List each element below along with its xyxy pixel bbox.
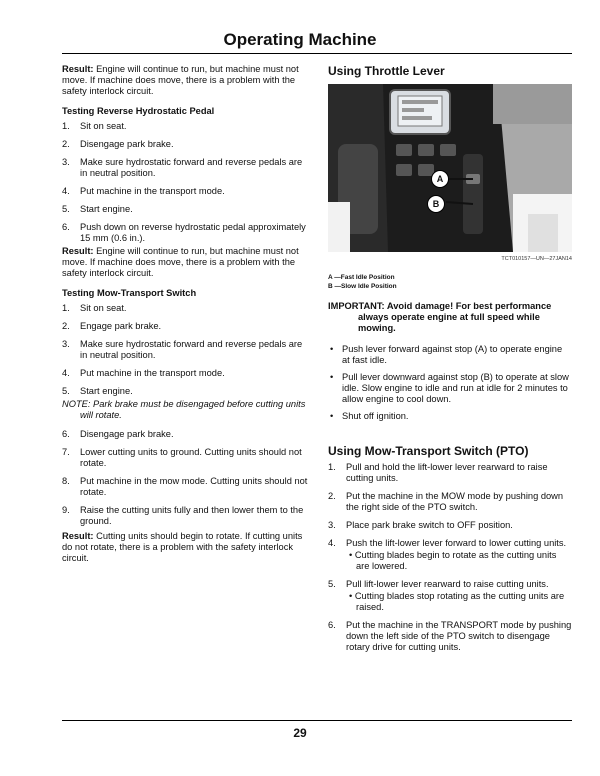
right-column	[328, 64, 572, 660]
pto-heading: Using Mow-Transport Switch (PTO)	[328, 444, 529, 458]
intro-result: Result: Engine will continue to run, but machine must not move. If machine does move, there is a problem with the safety interlock circuit.	[62, 64, 299, 96]
list-item: 1. Sit on seat.	[62, 121, 127, 131]
list-item: 6. Put the machine in the TRANSPORT mode by pushing down the left side of the PTO switch to disengage rotary drive for cutting units.	[328, 620, 572, 652]
callout-b: B	[427, 195, 445, 213]
mow-transport-heading: Testing Mow-Transport Switch	[62, 288, 197, 298]
left-column	[62, 64, 308, 564]
figure-legend	[328, 273, 572, 291]
important-notice: IMPORTANT: Avoid damage! For best performance always operate engine at full speed while mowing.	[328, 301, 552, 333]
sub-bullet: • Cutting blades begin to rotate as the cutting units are lowered.	[349, 550, 557, 571]
callout-a: A	[431, 170, 449, 188]
sub-bullet: • Cutting blades stop rotating as the cutting units are raised.	[349, 591, 565, 612]
list-item: 5. Start engine.	[62, 204, 133, 214]
list-item: 3. Make sure hydrostatic forward and reverse pedals are in neutral position.	[62, 157, 303, 178]
list-item: • Pull lever downward against stop (B) to operate at slow idle. Slow engine to idle and run at idle for 2 minutes to allow engine to cool down.	[328, 372, 572, 405]
list-item: 6. Push down on reverse hydrostatic pedal approximately 15 mm (0.6 in.).	[62, 222, 306, 243]
page-number: 29	[293, 726, 307, 740]
list-item: 4. Put machine in the transport mode.	[62, 186, 225, 196]
list-item: • Push lever forward against stop (A) to operate engine at fast idle.	[328, 344, 572, 366]
list-item: 2. Engage park brake.	[62, 321, 162, 331]
list-item: 2. Put the machine in the MOW mode by pushing down the right side of the PTO switch.	[328, 491, 564, 512]
list-item: 1. Pull and hold the lift-lower lever rearward to raise cutting units.	[328, 462, 548, 483]
list-item: 4. Put machine in the transport mode.	[62, 368, 225, 378]
list-item: 5. Start engine.	[62, 386, 133, 396]
list-item: 5. Pull lift-lower lever rearward to raise cutting units. • Cutting blades stop rotating as the cutting units are raised.	[328, 579, 572, 613]
page-title: Operating Machine	[223, 30, 377, 49]
throttle-console-illustration	[328, 84, 572, 252]
list-item: 2. Disengage park brake.	[62, 139, 174, 149]
list-item: 6. Disengage park brake.	[62, 429, 174, 439]
reverse-pedal-steps	[62, 121, 308, 244]
throttle-bullets	[328, 344, 572, 422]
pto-steps	[328, 462, 572, 653]
title-divider	[62, 53, 572, 54]
list-item: 7. Lower cutting units to ground. Cutting units should not rotate.	[62, 447, 302, 468]
park-brake-note: NOTE: Park brake must be disengaged before cutting units will rotate.	[62, 399, 306, 420]
list-item: 1. Sit on seat.	[62, 303, 127, 313]
list-item: 3. Place park brake switch to OFF position.	[328, 520, 513, 530]
legend-a: A —Fast Idle Position	[328, 274, 395, 281]
reverse-result: Result: Engine will continue to run, but machine must not move. If machine does move, there is a problem with the safety interlock circuit.	[62, 246, 299, 278]
mow-result: Result: Cutting units should begin to rotate. If cutting units do not rotate, there is a problem with the safety interlock circuit.	[62, 531, 303, 563]
list-item: 3. Make sure hydrostatic forward and reverse pedals are in neutral position.	[62, 339, 303, 360]
throttle-heading: Using Throttle Lever	[328, 64, 445, 78]
list-item: 9. Raise the cutting units fully and then lower them to the ground.	[62, 505, 304, 526]
reverse-pedal-heading: Testing Reverse Hydrostatic Pedal	[62, 106, 215, 116]
footer-divider	[62, 720, 572, 721]
mow-transport-steps	[62, 303, 308, 397]
throttle-lever-photo	[328, 84, 572, 252]
list-item: 8. Put machine in the mow mode. Cutting units should not rotate.	[62, 476, 308, 497]
mow-transport-steps-continued	[62, 429, 308, 527]
list-item: • Shut off ignition.	[328, 411, 572, 422]
legend-b: B —Slow Idle Position	[328, 283, 397, 290]
figure-code: TCT010157—UN—27JAN14	[501, 256, 572, 262]
list-item: 4. Push the lift-lower lever forward to lower cutting units. • Cutting blades begin to rotate as the cutting units are lowered.	[328, 538, 572, 572]
